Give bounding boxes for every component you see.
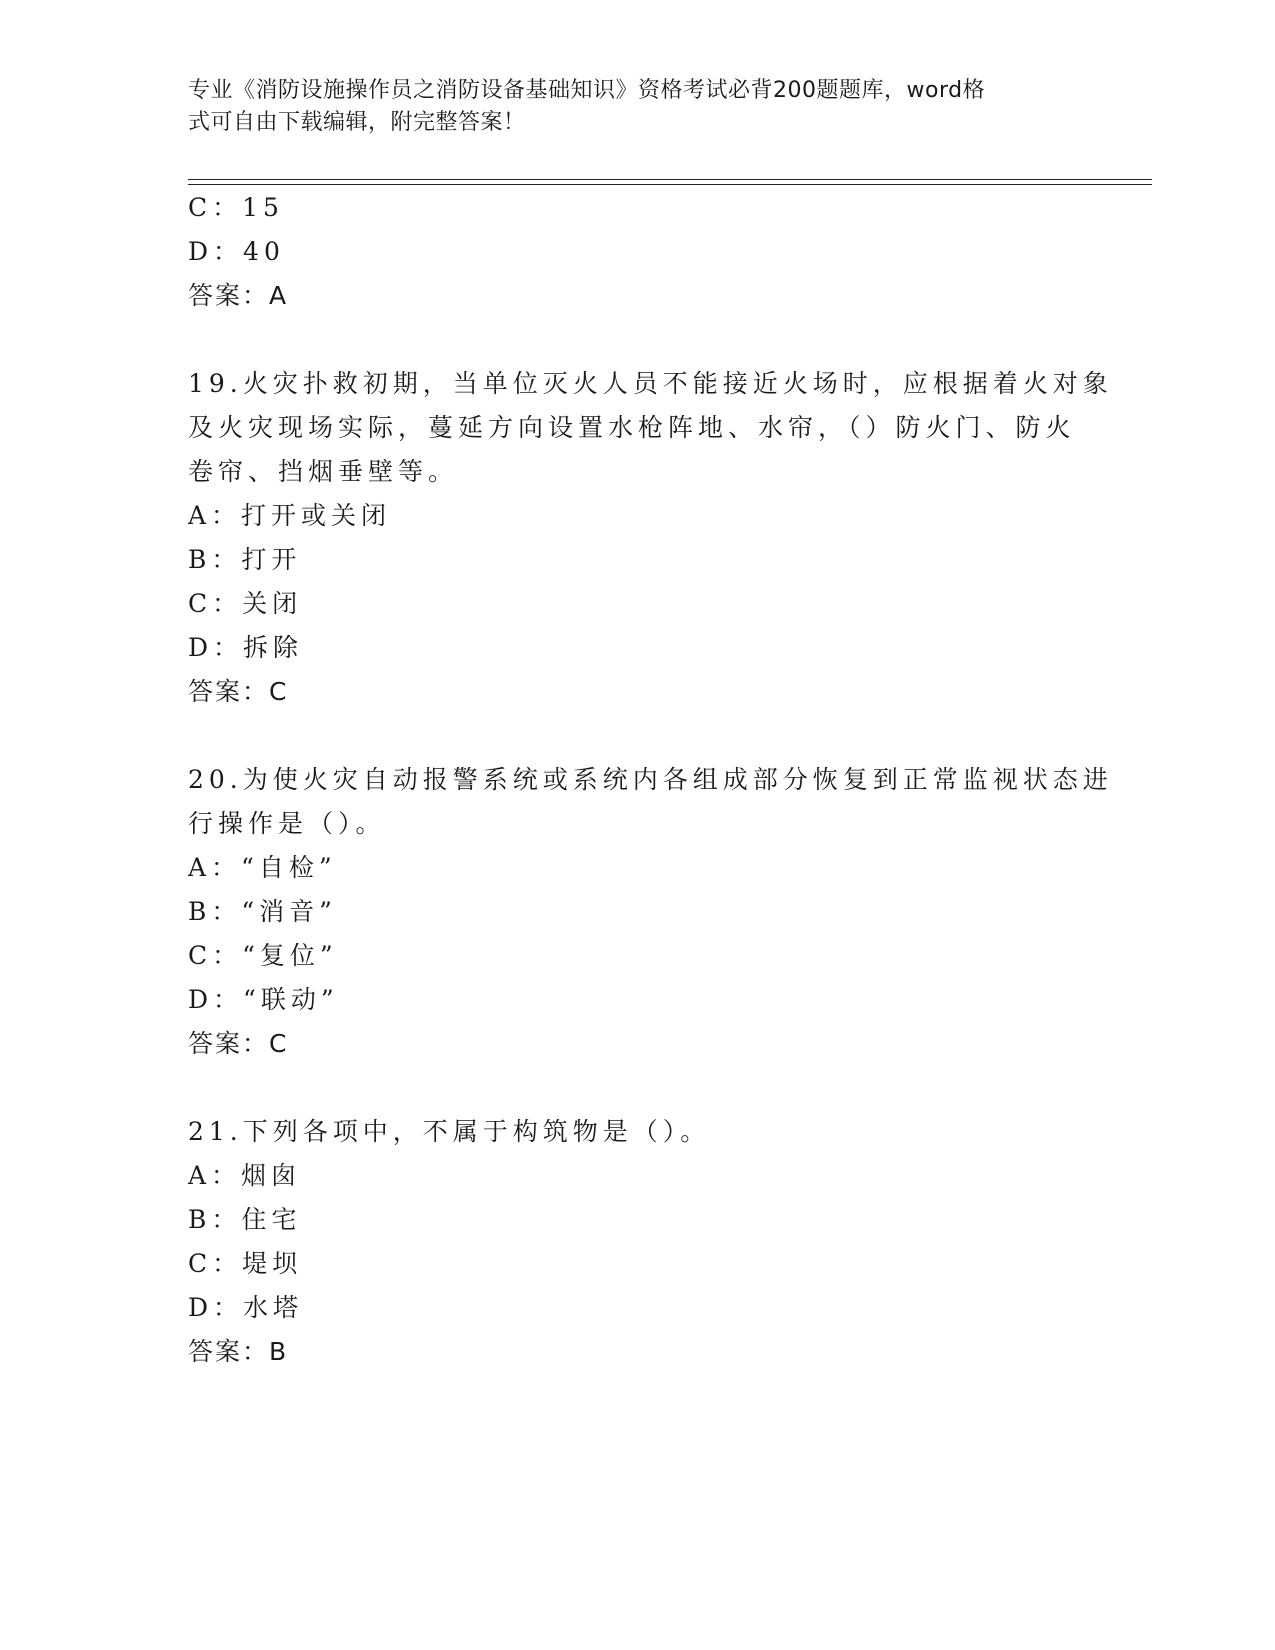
q21-option-c: C：堤坝 — [188, 1249, 303, 1278]
q18-option-c: C：15 — [188, 193, 284, 222]
q19-stem-line-2: 及火灾现场实际，蔓延方向设置水枪阵地、水帘，（）防火门、防火 — [188, 413, 1076, 442]
q21-answer: 答案：B — [188, 1337, 289, 1366]
q20-answer: 答案：C — [188, 1029, 289, 1058]
q21-option-b: B：住宅 — [188, 1205, 302, 1234]
q18-answer: 答案：A — [188, 281, 289, 310]
q20-option-d: D：“联动” — [188, 985, 339, 1014]
header-divider-bottom — [188, 184, 1152, 185]
q19-option-b: B：打开 — [188, 545, 302, 574]
q19-option-c: C：关闭 — [188, 589, 303, 618]
q20-stem-line-1: 20.为使火灾自动报警系统或系统内各组成部分恢复到正常监视状态进 — [188, 765, 1113, 794]
q18-option-d: D：40 — [188, 237, 285, 266]
q21-stem-line-1: 21.下列各项中，不属于构筑物是（）。 — [188, 1117, 711, 1146]
q19-option-d: D：拆除 — [188, 633, 304, 662]
q20-option-b: B：“消音” — [188, 897, 337, 926]
q19-stem-line-3: 卷帘、挡烟垂壁等。 — [188, 457, 459, 486]
q19-stem-line-1: 19.火灾扑救初期，当单位灭火人员不能接近火场时，应根据着火对象 — [188, 369, 1113, 398]
q19-answer: 答案：C — [188, 677, 289, 706]
header-line-1: 专业《消防设施操作员之消防设备基础知识》资格考试必背200题题库，word格 — [188, 78, 986, 103]
q19-option-a: A：打开或关闭 — [188, 501, 392, 530]
q21-option-a: A：烟囱 — [188, 1161, 302, 1190]
q20-option-c: C：“复位” — [188, 941, 338, 970]
header-divider-top — [188, 179, 1152, 180]
document-header — [188, 75, 1058, 139]
q20-stem-line-2: 行操作是（）。 — [188, 809, 386, 838]
q21-option-d: D：水塔 — [188, 1293, 304, 1322]
header-line-2: 式可自由下载编辑，附完整答案！ — [188, 110, 526, 135]
q20-option-a: A：“自检” — [188, 853, 337, 882]
